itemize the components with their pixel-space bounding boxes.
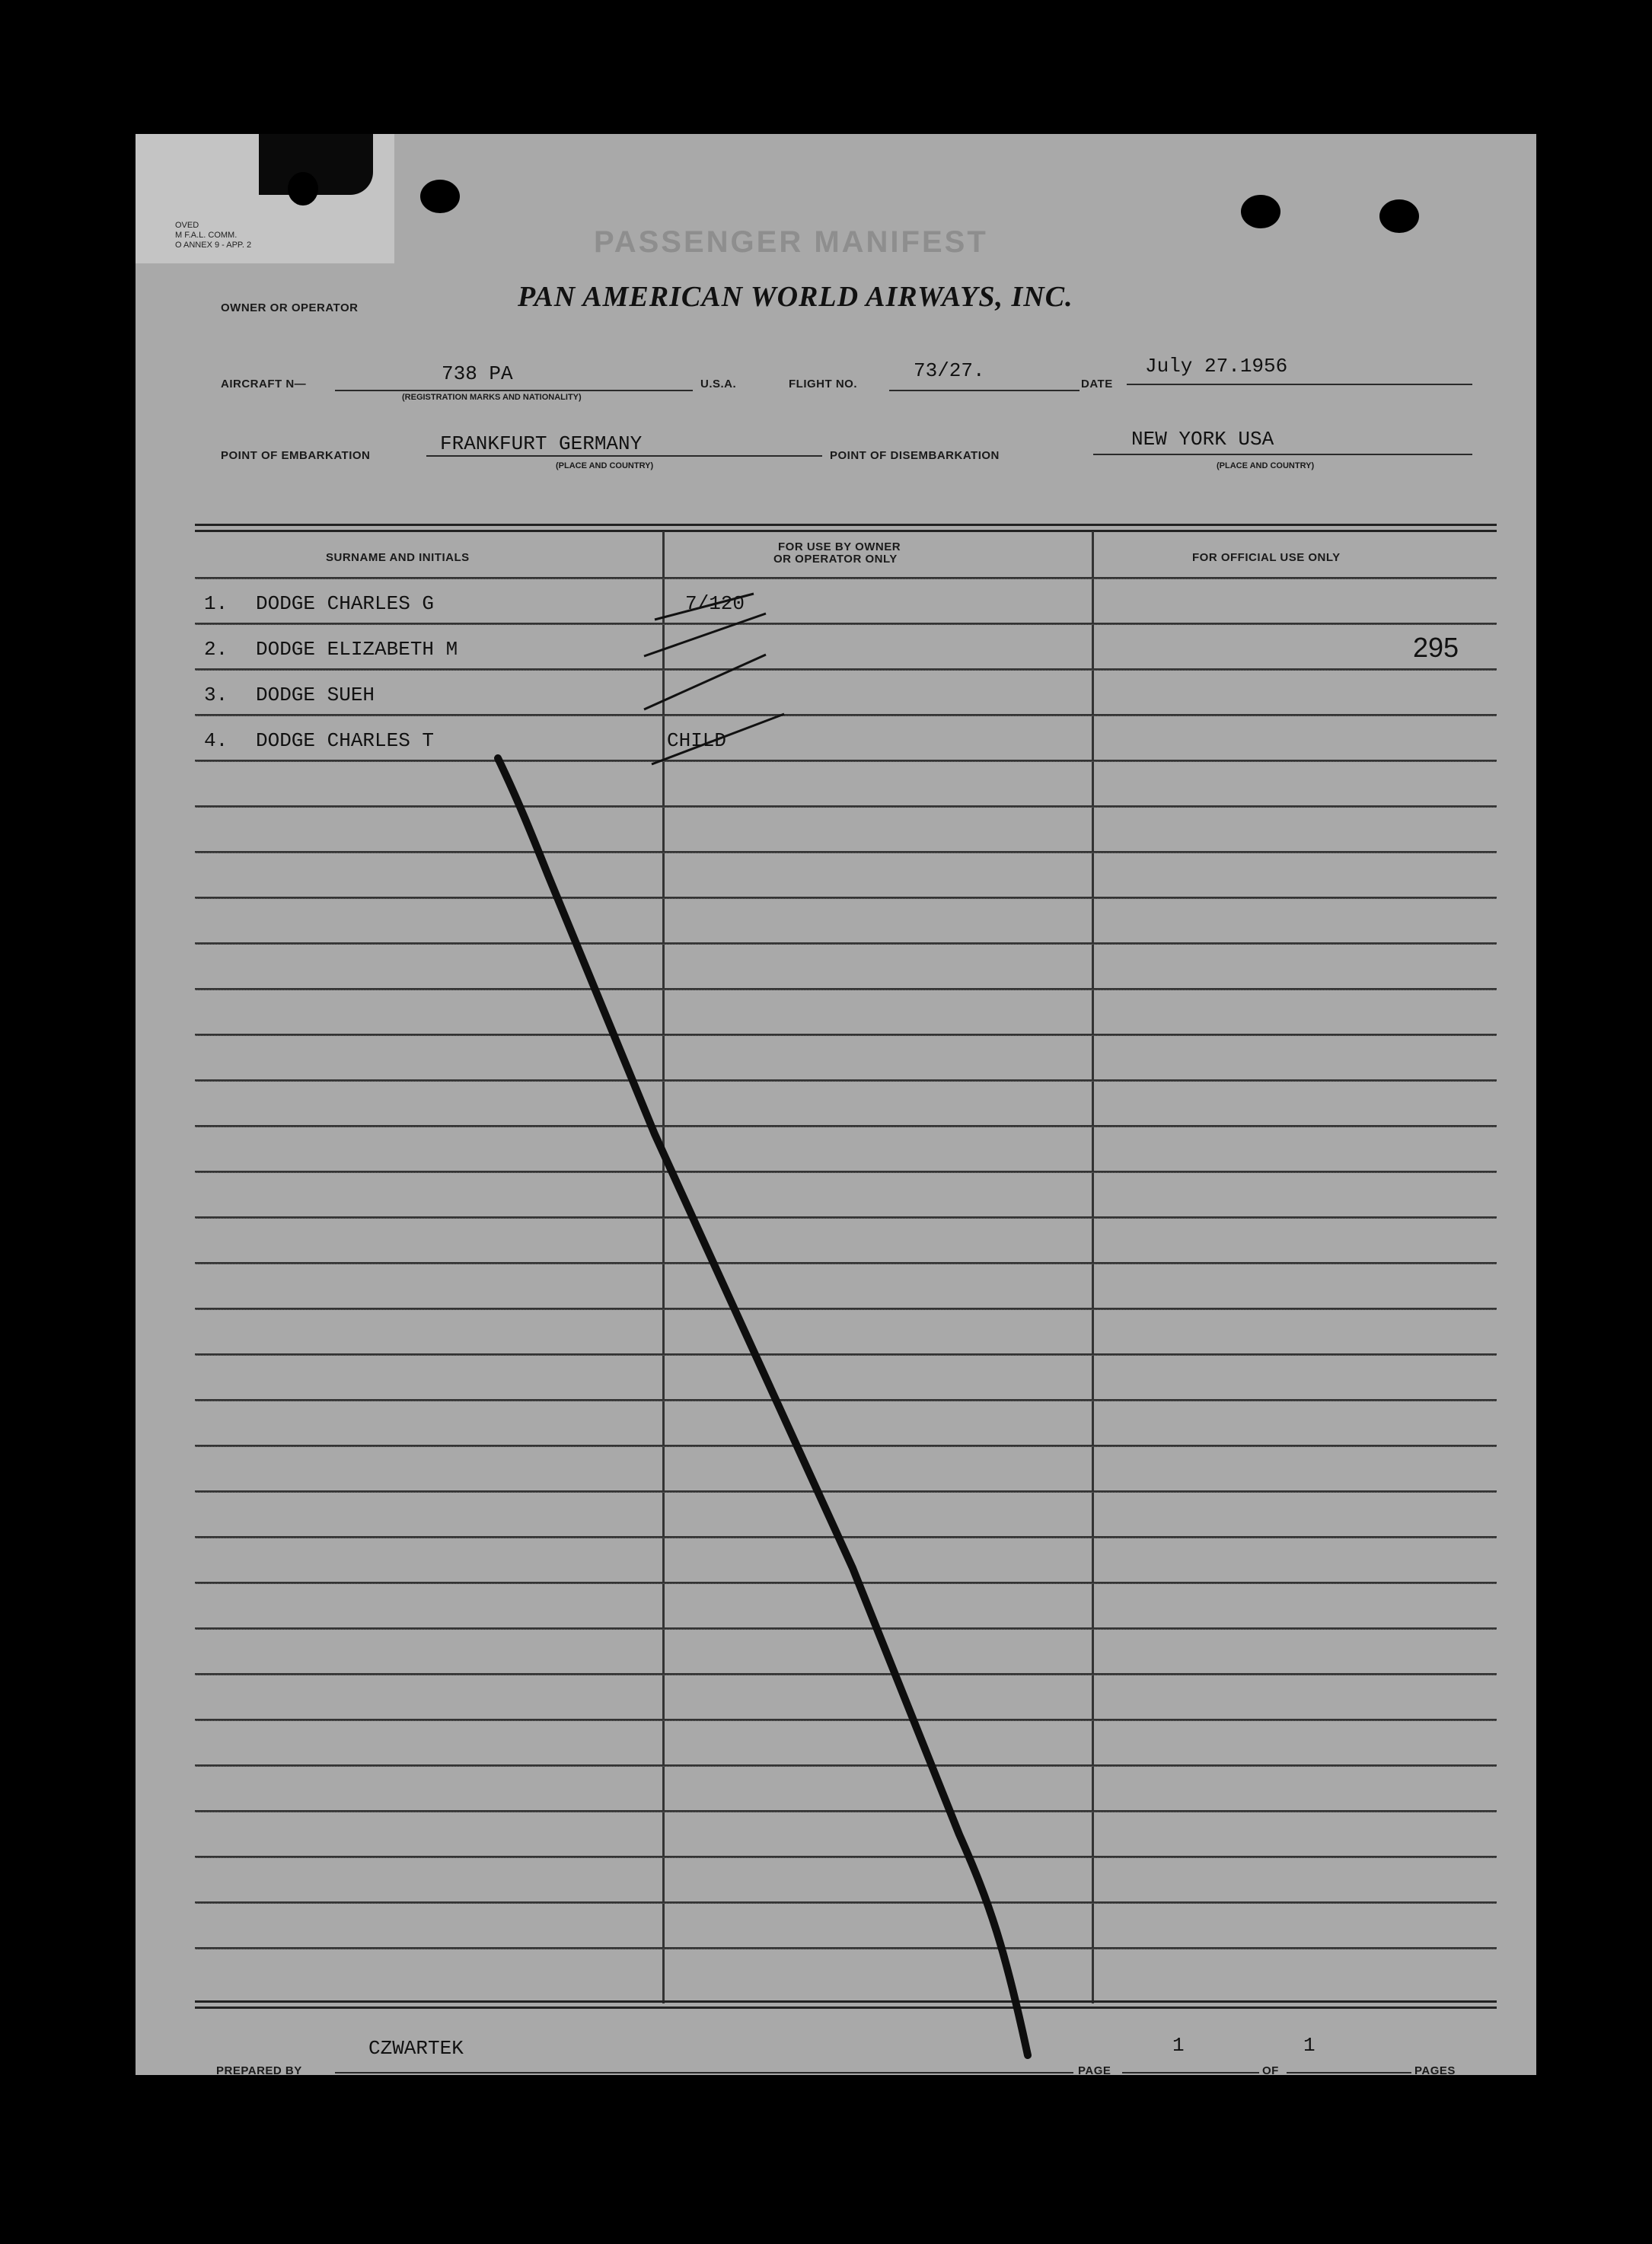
- approval-line: O ANNEX 9 - APP. 2: [175, 241, 252, 250]
- header-owner-use: OR OPERATOR ONLY: [773, 553, 898, 566]
- owner-note: CHILD: [667, 729, 727, 752]
- ditto-stroke: [644, 614, 766, 656]
- airline-name: PAN AMERICAN WORLD AIRWAYS, INC.: [518, 281, 1073, 313]
- page-label: PAGE: [1078, 2064, 1111, 2077]
- passenger-number: 1.: [204, 592, 228, 615]
- cancel-line: [498, 758, 1028, 2055]
- of-value: 1: [1303, 2034, 1316, 2057]
- prepared-underline: [335, 2072, 1073, 2073]
- disembark-value: NEW YORK USA: [1131, 428, 1274, 451]
- owner-note: 7/120: [685, 592, 745, 615]
- approval-line: M F.A.L. COMM.: [175, 231, 238, 240]
- header-owner-use: FOR USE BY OWNER: [778, 540, 901, 553]
- prepared-label: PREPARED BY: [216, 2064, 302, 2077]
- approval-line: OVED: [175, 221, 199, 230]
- form-title: PASSENGER MANIFEST: [594, 225, 988, 259]
- flight-label: FLIGHT NO.: [789, 378, 857, 390]
- of-label: OF: [1262, 2064, 1279, 2077]
- disembark-label: POINT OF DISEMBARKATION: [830, 449, 1000, 462]
- passenger-name: DODGE SUEH: [256, 684, 375, 706]
- disembark-sub: (PLACE AND COUNTRY): [1217, 461, 1315, 470]
- usa-label: U.S.A.: [700, 378, 737, 390]
- header-official: FOR OFFICIAL USE ONLY: [1192, 551, 1341, 564]
- page-underline: [1122, 2072, 1259, 2073]
- date-value: July 27.1956: [1145, 355, 1288, 378]
- aircraft-sub: (REGISTRATION MARKS AND NATIONALITY): [402, 393, 582, 402]
- passenger-name: DODGE CHARLES G: [256, 592, 435, 615]
- official-number: 295: [1413, 632, 1459, 663]
- passenger-number: 3.: [204, 684, 228, 706]
- of-underline: [1287, 2072, 1411, 2073]
- passenger-name: DODGE ELIZABETH M: [256, 638, 458, 661]
- flight-value: 73/27.: [914, 359, 985, 382]
- embark-sub: (PLACE AND COUNTRY): [556, 461, 654, 470]
- pages-label: PAGES: [1414, 2064, 1456, 2077]
- date-label: DATE: [1081, 378, 1113, 390]
- passenger-name: DODGE CHARLES T: [256, 729, 435, 752]
- aircraft-value: 738 PA: [442, 362, 513, 385]
- aircraft-label: AIRCRAFT N—: [221, 378, 307, 390]
- embark-label: POINT OF EMBARKATION: [221, 449, 371, 462]
- owner-label: OWNER OR OPERATOR: [221, 301, 359, 314]
- ditto-stroke: [655, 594, 754, 620]
- page-value: 1: [1172, 2034, 1185, 2057]
- ditto-strokes: [644, 594, 784, 764]
- embark-value: FRANKFURT GERMANY: [440, 432, 643, 455]
- prepared-value: CZWARTEK: [368, 2037, 464, 2060]
- passenger-number: 4.: [204, 729, 228, 752]
- passenger-number: 2.: [204, 638, 228, 661]
- ditto-stroke: [644, 655, 766, 709]
- ditto-stroke: [652, 714, 784, 764]
- header-surname: SURNAME AND INITIALS: [326, 551, 470, 564]
